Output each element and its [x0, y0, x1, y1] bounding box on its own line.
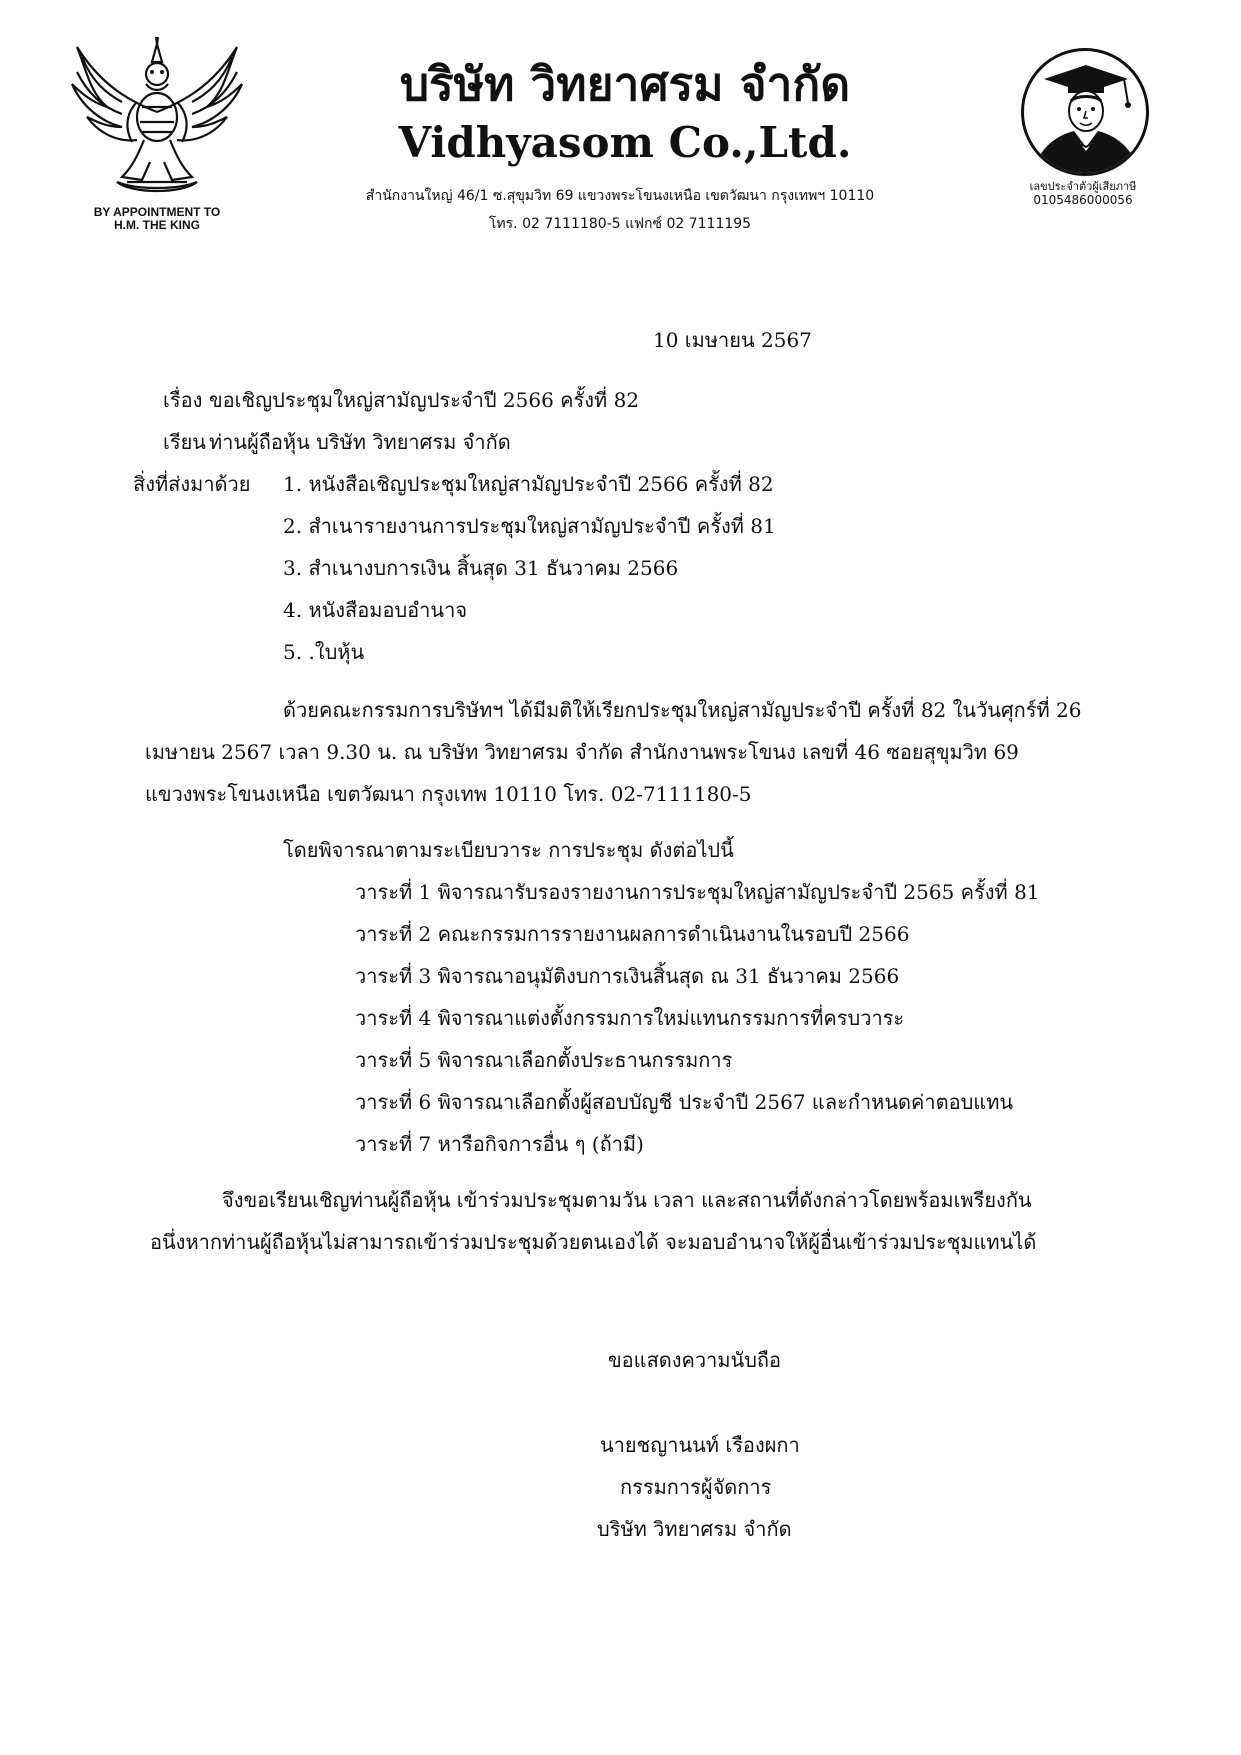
garuda-emblem-icon [62, 32, 252, 200]
agenda-item: วาระที่ 7 หารือกิจการอื่น ๆ (ถ้ามี) [355, 1132, 644, 1156]
recipient-label: เรียน [163, 430, 206, 454]
letter-date: 10 เมษายน 2567 [653, 328, 812, 352]
signoff: ขอแสดงความนับถือ [608, 1348, 782, 1372]
paragraph-line: เมษายน 2567 เวลา 9.30 น. ณ บริษัท วิทยาศรม จำกัด สำนักงานพระโขนง เลขที่ 46 ซอยสุขุมวิท 69 [145, 740, 1019, 764]
subject-text: ขอเชิญประชุมใหญ่สามัญประจำปี 2566 ครั้งที่ 82 [209, 388, 640, 412]
appointment-line1: BY APPOINTMENT TO [93, 205, 221, 219]
graduate-portrait-logo-icon [1021, 48, 1149, 176]
agenda-item: วาระที่ 6 พิจารณาเลือกตั้งผู้สอบบัญชี ประจำปี 2567 และกำหนดค่าตอบแทน [355, 1090, 1014, 1114]
tax-id-number: 0105486000056 [1033, 193, 1133, 207]
agenda-item: วาระที่ 5 พิจารณาเลือกตั้งประธานกรรมการ [355, 1048, 733, 1072]
paragraph-line: ด้วยคณะกรรมการบริษัทฯ ได้มีมติให้เรียกประชุมใหญ่สามัญประจำปี ครั้งที่ 82 ในวันศุกร์ที่ 26 [283, 698, 1082, 722]
enclosure-item: 2. สำเนารายงานการประชุมใหญ่สามัญประจำปี ครั้งที่ 81 [283, 514, 776, 538]
tax-id-label: เลขประจำตัวผู้เสียภาษี [1029, 180, 1137, 193]
agenda-intro: โดยพิจารณาตามระเบียบวาระ การประชุม ดังต่อไปนี้ [283, 838, 734, 862]
agenda-item: วาระที่ 4 พิจารณาแต่งตั้งกรรมการใหม่แทนกรรมการที่ครบวาระ [355, 1006, 905, 1030]
enclosure-item: 3. สำเนางบการเงิน สิ้นสุด 31 ธันวาคม 2566 [283, 556, 679, 580]
agenda-item: วาระที่ 1 พิจารณารับรองรายงานการประชุมใหญ่สามัญประจำปี 2565 ครั้งที่ 81 [355, 880, 1040, 904]
enclosures-label: สิ่งที่ส่งมาด้วย [133, 472, 251, 496]
enclosure-item: 5. .ใบหุ้น [283, 640, 365, 664]
enclosure-item: 4. หนังสือมอบอำนาจ [283, 598, 468, 622]
signer-name: นายชญานนท์ เรืองผกา [600, 1433, 800, 1457]
company-name-thai: บริษัท วิทยาศรม จำกัด [399, 57, 851, 111]
agenda-item: วาระที่ 3 พิจารณาอนุมัติงบการเงินสิ้นสุด ณ 31 ธันวาคม 2566 [355, 964, 900, 988]
signer-company: บริษัท วิทยาศรม จำกัด [597, 1517, 792, 1541]
recipient-text: ท่านผู้ถือหุ้น บริษัท วิทยาศรม จำกัด [209, 430, 511, 454]
company-name-english: Vidhyasom Co.,Ltd. [398, 118, 852, 167]
agenda-item: วาระที่ 2 คณะกรรมการรายงานผลการดำเนินงานในรอบปี 2566 [355, 922, 910, 946]
closing-line: อนึ่งหากท่านผู้ถือหุ้นไม่สามารถเข้าร่วมประชุมด้วยตนเองได้ จะมอบอำนาจให้ผู้อื่นเข้าร่วมประชุมแทนได้ [150, 1230, 1037, 1254]
company-address: สำนักงานใหญ่ 46/1 ซ.สุขุมวิท 69 แขวงพระโขนงเหนือ เขตวัฒนา กรุงเทพฯ 10110 [365, 188, 875, 204]
appointment-line2: H.M. THE KING [114, 218, 200, 232]
company-contact: โทร. 02 7111180-5 แฟกซ์ 02 7111195 [488, 216, 752, 232]
paragraph-line: แขวงพระโขนงเหนือ เขตวัฒนา กรุงเทพ 10110 โทร. 02-7111180-5 [145, 782, 752, 806]
enclosure-item: 1. หนังสือเชิญประชุมใหญ่สามัญประจำปี 2566 ครั้งที่ 82 [283, 472, 774, 496]
closing-line: จึงขอเรียนเชิญท่านผู้ถือหุ้น เข้าร่วมประชุมตามวัน เวลา และสถานที่ดังกล่าวโดยพร้อมเพรียงกัน [222, 1188, 1032, 1212]
signer-title: กรรมการผู้จัดการ [620, 1475, 772, 1499]
subject-label: เรื่อง [163, 388, 203, 412]
